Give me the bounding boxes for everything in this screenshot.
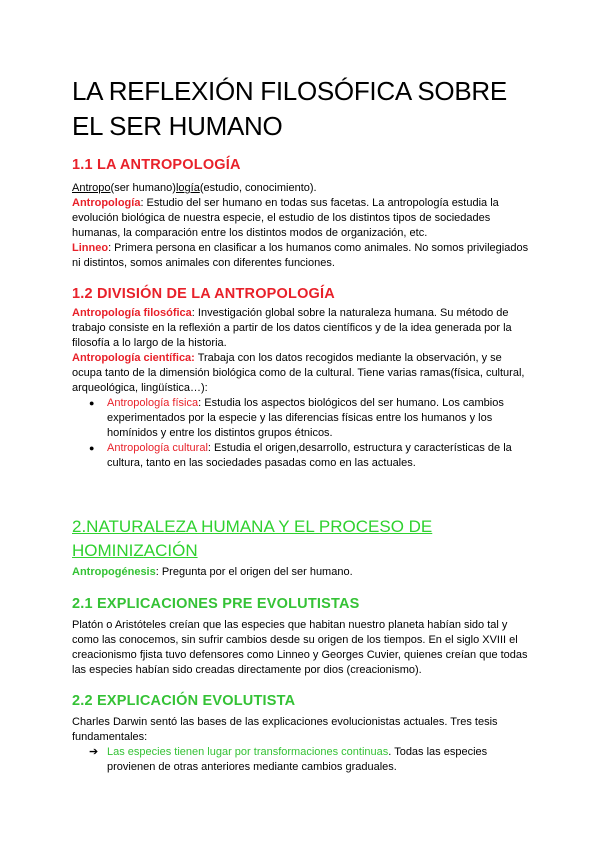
tesis-list	[72, 745, 532, 775]
pre-evolutistas-text: Platón o Aristóteles creían que las especies que habitan nuestro planeta habían sido tal y como las conocemos, sin sufrir cambios desde su origen de los tiempos. En el siglo XVIII el creacionismo fjista tuvo defensores como Linneo y Georges Cuvier, quienes creían que todas las especies habían sido creadas directamente por dios (creacionismo).	[72, 619, 528, 676]
cientifica-text: Trabaja con los datos recogidos mediante la observación, y se ocupa tanto de la dimensión biológica como de la cultural. Tiene varias ramas(física, cultural, arqueológica, lingüística…):	[72, 352, 525, 394]
linneo-definition	[72, 241, 532, 271]
section-heading-1-1: 1.1 LA ANTROPOLOGÍA	[72, 157, 241, 173]
filosofica-text: : Investigación global sobre la naturaleza humana. Su método de trabajo consiste en la reflexión a partir de los datos científicos y de la idea generada por la filosofía a lo largo de la historia.	[72, 307, 512, 349]
bullet-icon: ●	[89, 443, 95, 453]
filosofica-term: Antropología filosófica	[72, 307, 192, 319]
tesis-green-text: Las especies tienen lugar por transformaciones continuas	[107, 746, 389, 758]
tesis-text: . Todas las especies provienen de otras anteriores mediante cambios graduales.	[107, 746, 488, 773]
fisica-text: : Estudia los aspectos biológicos del ser humano. Los cambios experimentados por la especie y las diferencias físicas entre los humanos y los homínidos y entre los distintos grupos étnicos.	[107, 397, 504, 439]
section-heading-2: 2.NATURALEZA HUMANA Y EL PROCESO DE HOMINIZACIÓN	[72, 517, 433, 560]
cientifica-term: Antropología científica:	[72, 352, 195, 364]
bullet-icon: ●	[89, 398, 95, 408]
etym-estudio: (estudio, conocimiento).	[199, 182, 317, 194]
etym-ser-humano: (ser humano)	[110, 182, 176, 194]
antropologia-definition	[72, 196, 532, 241]
antropologia-term: Antropología	[72, 197, 141, 209]
antropogenesis-term: Antropogénesis	[72, 566, 156, 578]
etym-logia: logía	[175, 182, 200, 194]
page-title: LA REFLEXIÓN FILOSÓFICA SOBRE EL SER HUMANO	[72, 76, 507, 141]
filosofica-definition	[72, 306, 532, 351]
antropogenesis-text: : Pregunta por el origen del ser humano.	[155, 566, 353, 578]
etym-antropo: Antropo	[72, 182, 111, 194]
cultural-text: : Estudia el origen,desarrollo, estructura y características de la cultura, tanto en las sociedades pasadas como en las actuales.	[107, 442, 512, 469]
section-2-2-body	[72, 715, 532, 775]
cientifica-definition	[72, 351, 532, 396]
section-1-1-body	[72, 181, 532, 271]
linneo-text: : Primera persona en clasificar a los humanos como animales. No somos privilegiados ni distintos, somos animales con diferentes funciones.	[72, 242, 529, 269]
section-2-body	[72, 565, 532, 580]
section-heading-1-2: 1.2 DIVISIÓN DE LA ANTROPOLOGÍA	[72, 286, 335, 302]
antropologia-text: : Estudio del ser humano en todas sus facetas. La antropología estudia la evolución biológica de nuestra especie, el estudio de los distintos tipos de sociedades humanas, la comparación entre los distintos modos de organización, etc.	[72, 197, 499, 239]
etymology-line	[72, 181, 532, 196]
antropogenesis-definition	[72, 565, 532, 580]
list-item	[72, 441, 532, 471]
fisica-term: Antropología física	[107, 397, 199, 409]
darwin-text: Charles Darwin sentó las bases de las explicaciones evolucionistas actuales. Tres tesis fundamentales:	[72, 716, 498, 743]
ramas-list	[72, 396, 532, 471]
section-1-2-body	[72, 306, 532, 471]
section-2-1-body	[72, 618, 532, 678]
list-item	[72, 396, 532, 441]
section-heading-2-2: 2.2 EXPLICACIÓN EVOLUTISTA	[72, 693, 296, 709]
arrow-icon: ➔	[89, 746, 99, 758]
section-heading-2-1: 2.1 EXPLICACIONES PRE EVOLUTISTAS	[72, 596, 360, 612]
cultural-term: Antropología cultural	[107, 442, 208, 454]
list-item	[72, 745, 532, 775]
linneo-term: Linneo	[72, 242, 109, 254]
